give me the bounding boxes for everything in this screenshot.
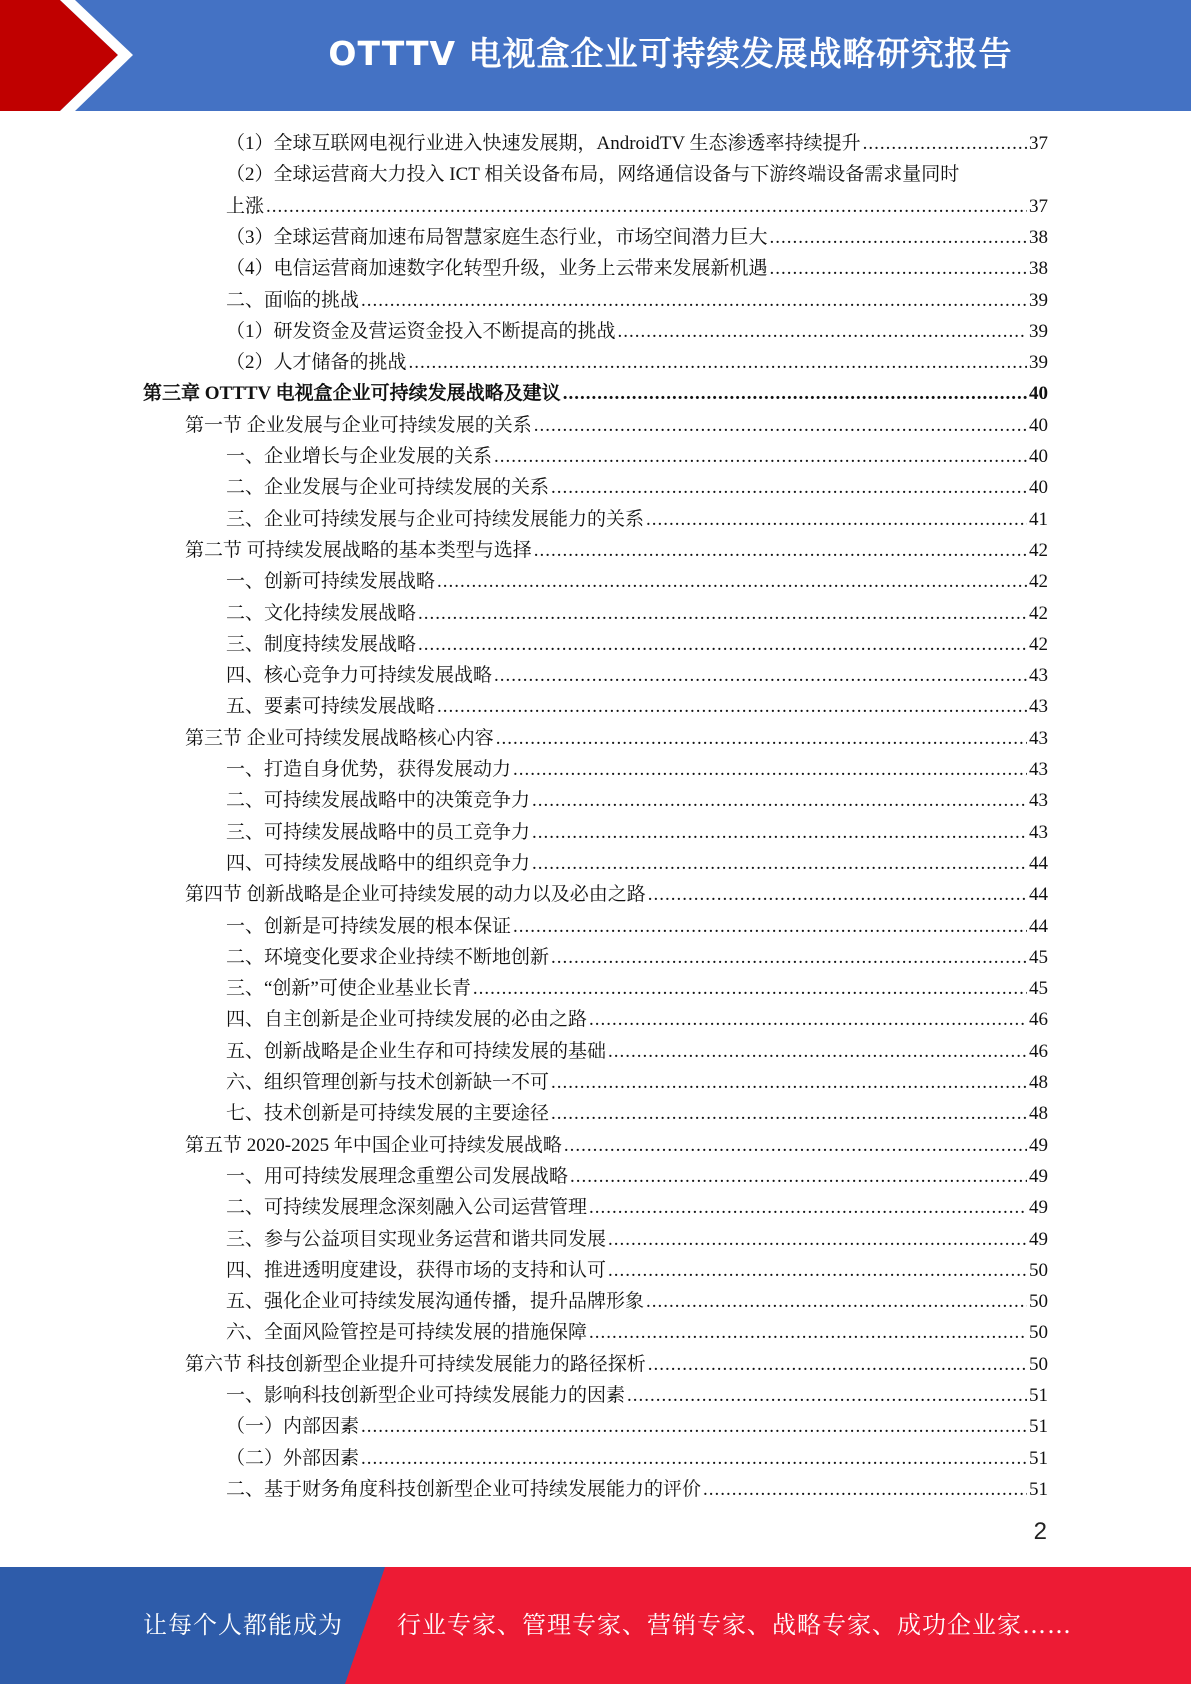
toc-dot-leader [494, 660, 1027, 691]
toc-entry-title: （1）全球互联网电视行业进入快速发展期，AndroidTV 生态渗透率持续提升 [226, 133, 861, 154]
toc-item-row[interactable] [226, 566, 1048, 597]
toc-entry-title: 第六节 科技创新型企业提升可持续发展能力的路径探析 [185, 1353, 646, 1375]
toc-item-row[interactable] [226, 598, 1048, 629]
toc-entry-title: 一、企业增长与企业发展的关系 [226, 446, 493, 467]
toc-section-row[interactable] [185, 1130, 1048, 1161]
page-header [0, 0, 1191, 111]
toc-entry-title: 二、可持续发展战略中的决策竞争力 [226, 790, 531, 812]
toc-item-row[interactable] [226, 848, 1048, 879]
toc-page-number: 42 [1029, 633, 1048, 655]
toc-page-number: 51 [1029, 1478, 1048, 1500]
toc-page-number: 37 [1029, 133, 1048, 154]
toc-item-row[interactable] [226, 316, 1048, 347]
toc-item-row[interactable] [226, 785, 1048, 816]
toc-page-number: 49 [1029, 1197, 1048, 1219]
toc-page-number: 40 [1029, 414, 1048, 436]
toc-page-number: 49 [1029, 1134, 1048, 1156]
toc-entry-title: 四、核心竞争力可持续发展战略 [226, 665, 493, 687]
toc-page-number: 49 [1029, 1165, 1048, 1187]
toc-dot-leader [646, 1286, 1027, 1317]
toc-item-row[interactable] [226, 1443, 1048, 1474]
toc-dot-leader [532, 817, 1027, 848]
toc-dot-leader [589, 1192, 1027, 1223]
toc-dot-leader [361, 1443, 1027, 1474]
toc-dot-leader [648, 879, 1027, 910]
toc-item-row[interactable] [226, 1067, 1048, 1098]
toc-dot-leader [608, 1255, 1027, 1286]
toc-page-number: 46 [1029, 1040, 1048, 1062]
toc-page-number: 45 [1029, 978, 1048, 1000]
toc-item-row[interactable] [226, 911, 1048, 942]
toc-page-number: 43 [1029, 790, 1048, 812]
toc-entry-title: 五、强化企业可持续发展沟通传播，提升品牌形象 [226, 1291, 645, 1313]
toc-dot-leader [646, 504, 1027, 535]
toc-item-row[interactable] [226, 159, 1048, 190]
toc-dot-leader [570, 1161, 1027, 1192]
toc-entry-title: 一、用可持续发展理念重塑公司发展战略 [226, 1165, 569, 1187]
toc-entry-title: 三、参与公益项目实现业务运营和谐共同发展 [226, 1228, 607, 1250]
toc-entry-title: 一、创新是可持续发展的根本保证 [226, 915, 512, 937]
toc-dot-leader [418, 629, 1027, 660]
toc-page-number: 44 [1029, 852, 1048, 874]
toc-item-row[interactable] [226, 629, 1048, 660]
toc-entry-title: （2）全球运营商大力投入 ICT 相关设备布局，网络通信设备与下游终端设备需求量同时 [226, 164, 960, 186]
toc-dot-leader [409, 347, 1027, 378]
toc-entry-title: 第五节 2020-2025 年中国企业可持续发展战略 [185, 1134, 562, 1156]
toc-dot-leader [513, 911, 1027, 942]
toc-item-row[interactable] [226, 1161, 1048, 1192]
toc-item-row[interactable] [226, 942, 1048, 973]
toc-page-number: 42 [1029, 571, 1048, 593]
toc-page-number: 51 [1029, 1416, 1048, 1438]
toc-page-number: 41 [1029, 508, 1048, 530]
toc-entry-title: 第三节 企业可持续发展战略核心内容 [185, 727, 494, 749]
toc-item-row[interactable] [226, 285, 1048, 316]
toc-page-number: 50 [1029, 1322, 1048, 1344]
toc-page-number: 43 [1029, 665, 1048, 687]
toc-section-row[interactable] [185, 1349, 1048, 1380]
toc-page-number: 37 [1029, 195, 1048, 217]
toc-entry-title: （一）内部因素 [226, 1416, 360, 1438]
toc-dot-leader [473, 973, 1027, 1004]
toc-page-number: 43 [1029, 727, 1048, 749]
toc-dot-leader [563, 378, 1027, 409]
toc-entry-title: （4）电信运营商加速数字化转型升级，业务上云带来发展新机遇 [226, 258, 768, 280]
toc-dot-leader [648, 1349, 1027, 1380]
toc-dot-leader [266, 191, 1027, 222]
toc-item-row[interactable] [226, 504, 1048, 535]
toc-entry-title: 一、影响科技创新型企业可持续发展能力的因素 [226, 1385, 626, 1406]
toc-entry-title: 二、文化持续发展战略 [226, 602, 417, 624]
toc-item-row[interactable] [226, 1192, 1048, 1223]
toc-item-row[interactable] [226, 817, 1048, 848]
toc-entry-title: 五、要素可持续发展战略 [226, 696, 436, 718]
toc-dot-leader [496, 723, 1027, 754]
toc-page-number: 49 [1029, 1228, 1048, 1250]
toc-item-row[interactable] [226, 660, 1048, 691]
toc-entry-title: 三、制度持续发展战略 [226, 633, 417, 655]
toc-entry-title: （1）研发资金及营运资金投入不断提高的挑战 [226, 320, 616, 342]
toc-item-row[interactable] [226, 1004, 1048, 1035]
toc-dot-leader [770, 253, 1027, 284]
toc-item-row[interactable] [226, 253, 1048, 284]
toc-entry-title: 三、“创新”可使企业基业长青 [226, 978, 471, 1000]
toc-page-number: 40 [1029, 446, 1048, 467]
toc-dot-leader [589, 1004, 1027, 1035]
toc-item-row[interactable] [226, 441, 1048, 472]
toc-entry-title: 一、打造自身优势，获得发展动力 [226, 759, 512, 780]
toc-entry-title: 三、可持续发展战略中的员工竞争力 [226, 821, 531, 843]
toc-dot-leader [564, 1130, 1027, 1161]
toc-section-row[interactable] [185, 723, 1048, 754]
toc-page-number: 42 [1029, 539, 1048, 561]
toc-entry-title: 四、自主创新是企业可持续发展的必由之路 [226, 1009, 588, 1031]
toc-page-number: 43 [1029, 821, 1048, 843]
toc-dot-leader [534, 535, 1027, 566]
page-number: 2 [1033, 1518, 1047, 1545]
toc-entry-title: 二、可持续发展理念深刻融入公司运营管理 [226, 1197, 588, 1219]
toc-entry-title: 五、创新战略是企业生存和可持续发展的基础 [226, 1040, 607, 1062]
toc-item-row[interactable] [226, 1411, 1048, 1442]
toc-dot-leader [608, 1036, 1027, 1067]
toc-dot-leader [418, 598, 1027, 629]
toc-page-number: 44 [1029, 884, 1048, 906]
toc-dot-leader [589, 1317, 1027, 1348]
toc-dot-leader [513, 754, 1027, 785]
toc-item-row[interactable] [226, 1036, 1048, 1067]
toc-dot-leader [618, 316, 1027, 347]
toc-entry-title: 二、面临的挑战 [226, 289, 360, 311]
toc-entry-title: 二、企业发展与企业可持续发展的关系 [226, 477, 550, 499]
toc-page-number: 50 [1029, 1259, 1048, 1281]
footer-slogan-left: 让每个人都能成为 [143, 1611, 343, 1639]
toc-dot-leader [361, 1411, 1027, 1442]
toc-entry-title: 四、可持续发展战略中的组织竞争力 [226, 852, 531, 874]
footer-slogan-right: 行业专家、管理专家、营销专家、战略专家、成功企业家…… [397, 1611, 1072, 1639]
toc-item-row[interactable] [226, 1224, 1048, 1255]
toc-dot-leader [627, 1380, 1027, 1411]
header-arrow-icon [0, 0, 150, 111]
toc-entry-title: 七、技术创新是可持续发展的主要途径 [226, 1103, 550, 1125]
toc-entry-title: 二、环境变化要求企业持续不断地创新 [226, 946, 550, 968]
toc-item-row[interactable] [226, 973, 1048, 1004]
toc-entry-title: （二）外部因素 [226, 1447, 360, 1469]
toc-dot-leader [494, 441, 1027, 472]
toc-dot-leader [551, 1067, 1027, 1098]
toc-item-row[interactable] [226, 1474, 1048, 1505]
toc-dot-leader [437, 691, 1027, 722]
toc-dot-leader [437, 566, 1027, 597]
toc-item-row[interactable] [226, 191, 1048, 222]
toc-page-number: 39 [1029, 320, 1048, 342]
toc-entry-title: 第一节 企业发展与企业可持续发展的关系 [185, 414, 532, 436]
toc-page-number: 48 [1029, 1072, 1048, 1093]
toc-section-row[interactable] [185, 879, 1048, 910]
toc-page-number: 48 [1029, 1103, 1048, 1125]
toc-page-number: 46 [1029, 1009, 1048, 1031]
toc-page-number: 51 [1029, 1447, 1048, 1469]
toc-page-number: 45 [1029, 946, 1048, 968]
toc-entry-title: 六、全面风险管控是可持续发展的措施保障 [226, 1322, 588, 1344]
toc-item-row[interactable] [226, 754, 1048, 785]
toc-dot-leader [703, 1474, 1027, 1505]
toc-page-number: 40 [1029, 383, 1048, 405]
report-title: OTTTV 电视盒企业可持续发展战略研究报告 [328, 34, 1013, 73]
toc-item-row[interactable] [226, 472, 1048, 503]
toc-item-row[interactable] [226, 1255, 1048, 1286]
page-footer [0, 1567, 1191, 1684]
toc-entry-title: 第三章 OTTTV 电视盒企业可持续发展战略及建议 [143, 383, 561, 405]
toc-item-row[interactable] [226, 347, 1048, 378]
toc-page-number: 50 [1029, 1353, 1048, 1375]
toc-dot-leader [361, 285, 1027, 316]
toc-item-row[interactable] [226, 128, 1048, 159]
toc-entry-title: 上涨 [226, 195, 265, 217]
toc-page-number: 43 [1029, 759, 1048, 780]
toc-page-number: 38 [1029, 226, 1048, 248]
toc-dot-leader [551, 1098, 1027, 1129]
toc-section-row[interactable] [185, 410, 1048, 441]
toc-entry-title: （2）人才储备的挑战 [226, 352, 407, 374]
toc-chapter-row[interactable] [143, 378, 1048, 409]
toc-entry-title: 三、企业可持续发展与企业可持续发展能力的关系 [226, 508, 645, 530]
toc-item-row[interactable] [226, 1380, 1048, 1411]
toc-dot-leader [770, 222, 1027, 253]
toc-page-number: 39 [1029, 352, 1048, 374]
toc-dot-leader [532, 785, 1027, 816]
toc-dot-leader [863, 128, 1027, 159]
toc-entry-title: 一、创新可持续发展战略 [226, 571, 436, 593]
toc-entry-title: 六、组织管理创新与技术创新缺一不可 [226, 1072, 550, 1093]
toc-entry-title: 四、推进透明度建设，获得市场的支持和认可 [226, 1259, 607, 1281]
toc-dot-leader [532, 848, 1027, 879]
toc-dot-leader [551, 472, 1027, 503]
toc-item-row[interactable] [226, 1317, 1048, 1348]
toc-dot-leader [608, 1224, 1027, 1255]
toc-item-row[interactable] [226, 222, 1048, 253]
toc-page-number: 51 [1029, 1385, 1048, 1406]
toc-page-number: 42 [1029, 602, 1048, 624]
toc-entry-title: （3）全球运营商加速布局智慧家庭生态行业，市场空间潜力巨大 [226, 226, 768, 248]
toc-dot-leader [551, 942, 1027, 973]
toc-entry-title: 二、基于财务角度科技创新型企业可持续发展能力的评价 [226, 1478, 702, 1500]
toc-page-number: 38 [1029, 258, 1048, 280]
toc-item-row[interactable] [226, 1098, 1048, 1129]
toc-item-row[interactable] [226, 1286, 1048, 1317]
toc-page-number: 39 [1029, 289, 1048, 311]
toc-entry-title: 第四节 创新战略是企业可持续发展的动力以及必由之路 [185, 884, 646, 906]
toc-dot-leader [534, 410, 1027, 441]
toc-page-number: 40 [1029, 477, 1048, 499]
toc-page-number: 44 [1029, 915, 1048, 937]
toc-section-row[interactable] [185, 535, 1048, 566]
toc-item-row[interactable] [226, 691, 1048, 722]
toc-page-number: 43 [1029, 696, 1048, 718]
toc-page-number: 50 [1029, 1291, 1048, 1313]
toc-entry-title: 第二节 可持续发展战略的基本类型与选择 [185, 539, 532, 561]
